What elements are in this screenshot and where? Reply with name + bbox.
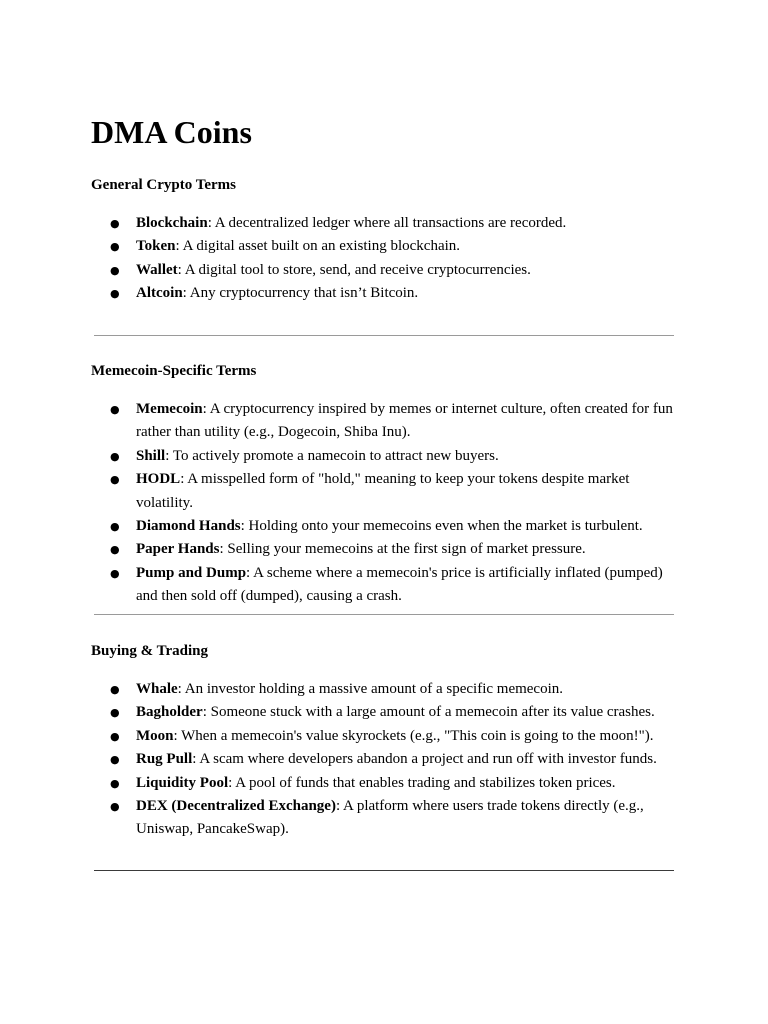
term-name: Shill bbox=[136, 447, 166, 464]
term-name: Paper Hands bbox=[136, 541, 220, 558]
term-definition: : A scheme where a memecoin's price is artificially inflated (pumped) and then sold off (dumped), causing a crash. bbox=[136, 564, 663, 605]
section-memecoin-specific-terms bbox=[91, 361, 681, 605]
term-list bbox=[91, 212, 681, 306]
list-item bbox=[91, 795, 681, 842]
term-name: Wallet bbox=[136, 261, 178, 278]
bullet-icon: ● bbox=[110, 217, 120, 230]
list-item bbox=[91, 772, 681, 795]
term-name: Rug Pull bbox=[136, 751, 193, 768]
bullet-icon: ● bbox=[110, 683, 120, 696]
list-item bbox=[91, 725, 681, 748]
term-name: Altcoin bbox=[136, 285, 183, 302]
term-definition: : To actively promote a namecoin to attract new buyers. bbox=[165, 447, 499, 464]
bullet-icon: ● bbox=[110, 473, 120, 487]
horizontal-divider bbox=[94, 870, 674, 871]
term-name: Bagholder bbox=[136, 704, 203, 721]
term-name: Diamond Hands bbox=[136, 518, 241, 535]
bullet-icon: ● bbox=[110, 566, 120, 580]
list-item bbox=[91, 538, 681, 561]
list-item bbox=[91, 468, 681, 515]
term-name: DEX (Decentralized Exchange) bbox=[136, 798, 336, 815]
term-name: Moon bbox=[136, 727, 174, 744]
term-definition: : A misspelled form of "hold," meaning to keep your tokens despite market volatility. bbox=[136, 471, 630, 511]
term-definition: : Holding onto your memecoins even when the market is turbulent. bbox=[240, 518, 643, 535]
list-item bbox=[91, 212, 681, 235]
term-definition: : Someone stuck with a large amount of a memecoin after its value crashes. bbox=[202, 704, 655, 721]
bullet-icon: ● bbox=[110, 753, 120, 767]
document-title: DMA Coins bbox=[91, 114, 252, 150]
term-definition: : A scam where developers abandon a project and run off with investor funds. bbox=[192, 751, 657, 768]
list-item bbox=[91, 701, 681, 724]
list-item bbox=[91, 515, 681, 538]
term-definition: : A cryptocurrency inspired by memes or internet culture, often created for fun rather than utility (e.g., Dogecoin, Shiba Inu). bbox=[136, 401, 673, 441]
bullet-icon: ● bbox=[110, 403, 120, 416]
term-name: Blockchain bbox=[136, 215, 208, 231]
term-definition: : When a memecoin's value skyrockets (e.g., "This coin is going to the moon!"). bbox=[173, 727, 654, 744]
list-item bbox=[91, 282, 681, 305]
term-name: HODL bbox=[136, 471, 181, 488]
section-general-crypto-terms bbox=[91, 175, 681, 302]
term-definition: : A digital tool to store, send, and receive cryptocurrencies. bbox=[177, 261, 531, 278]
list-item bbox=[91, 235, 681, 258]
term-list bbox=[91, 678, 681, 842]
section-heading: Buying & Trading bbox=[91, 643, 208, 659]
term-name: Token bbox=[136, 238, 176, 255]
term-list bbox=[91, 398, 681, 609]
bullet-icon: ● bbox=[110, 729, 120, 743]
term-definition: : An investor holding a massive amount of a specific memecoin. bbox=[177, 681, 563, 697]
term-definition: : Any cryptocurrency that isn’t Bitcoin. bbox=[182, 285, 419, 302]
section-heading: General Crypto Terms bbox=[91, 177, 236, 193]
bullet-icon: ● bbox=[110, 449, 120, 463]
bullet-icon: ● bbox=[110, 520, 120, 534]
bullet-icon: ● bbox=[110, 287, 120, 301]
bullet-icon: ● bbox=[110, 263, 120, 277]
list-item bbox=[91, 259, 681, 282]
term-name: Liquidity Pool bbox=[136, 774, 229, 791]
term-name: Pump and Dump bbox=[136, 564, 247, 581]
list-item bbox=[91, 445, 681, 468]
section-heading: Memecoin-Specific Terms bbox=[91, 363, 257, 379]
term-name: Whale bbox=[136, 681, 178, 697]
term-name: Memecoin bbox=[136, 401, 203, 417]
list-item bbox=[91, 562, 681, 609]
term-definition: : A platform where users trade tokens directly (e.g., Uniswap, PancakeSwap). bbox=[136, 798, 644, 838]
list-item bbox=[91, 678, 681, 701]
term-definition: : A pool of funds that enables trading and stabilizes token prices. bbox=[228, 774, 616, 791]
list-item bbox=[91, 398, 681, 445]
bullet-icon: ● bbox=[110, 240, 120, 254]
section-buying-and-trading bbox=[91, 641, 681, 838]
term-definition: : A decentralized ledger where all transactions are recorded. bbox=[207, 215, 567, 231]
bullet-icon: ● bbox=[110, 800, 120, 814]
horizontal-divider bbox=[94, 335, 674, 336]
bullet-icon: ● bbox=[110, 706, 120, 720]
bullet-icon: ● bbox=[110, 776, 120, 790]
bullet-icon: ● bbox=[110, 543, 120, 557]
term-definition: : Selling your memecoins at the first sign of market pressure. bbox=[219, 541, 586, 558]
term-definition: : A digital asset built on an existing blockchain. bbox=[175, 238, 461, 255]
horizontal-divider bbox=[94, 614, 674, 615]
list-item bbox=[91, 748, 681, 771]
